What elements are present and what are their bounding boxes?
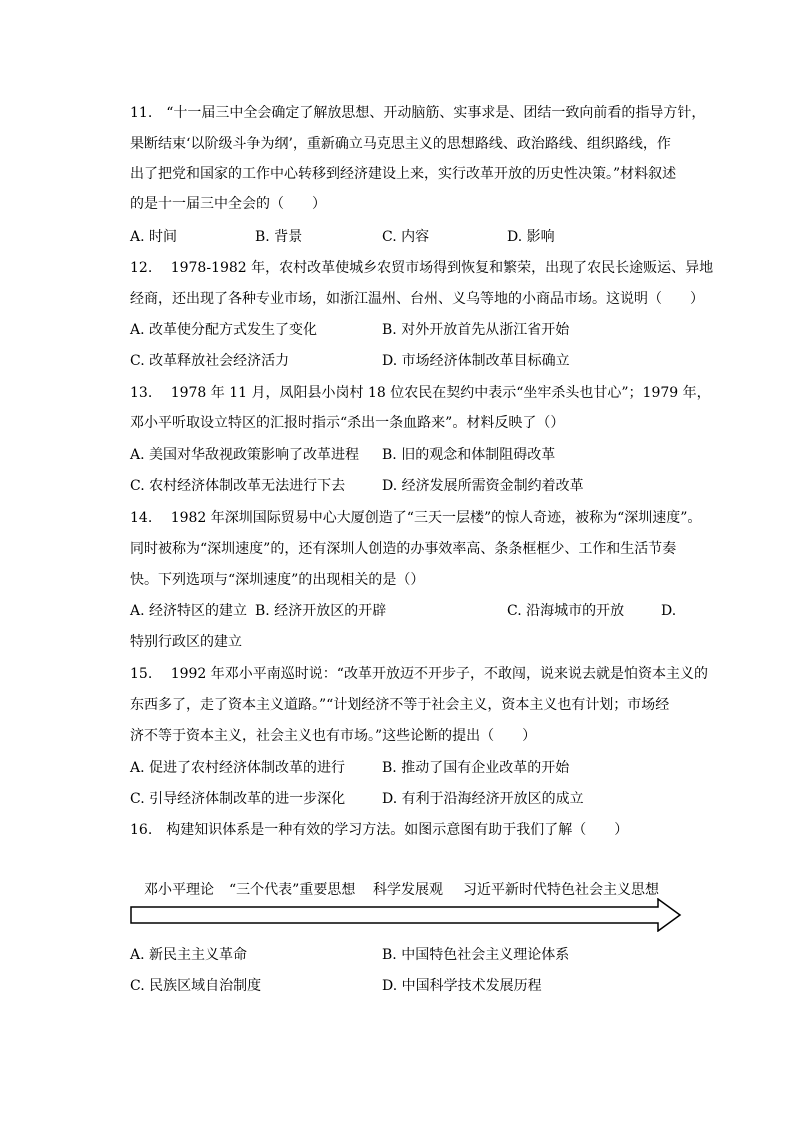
q15-option-c: C. 引导经济体制改革的进一步深化	[130, 791, 346, 807]
q12-line-2: 经商，还出现了各种专业市场，如浙江温州、台州、义乌等地的小商品市场。这说明（ ）	[130, 291, 704, 307]
flow-label-scientific-development: 科学发展观	[373, 882, 443, 898]
q14-line-1: 14. 1982 年深圳国际贸易中心大厦创造了“三天一层楼”的惊人奇迹，被称为“深圳速度”。	[130, 510, 702, 526]
flow-label-three-represents: “三个代表”重要思想	[229, 882, 356, 898]
q16-line-1: 16. 构建知识体系是一种有效的学习方法。如图示意图有助于我们了解（ ）	[130, 822, 629, 838]
q11-line-2: 果断结束‘以阶级斗争为纲’，重新确立马克思主义的思想路线、政治路线、组织路线，作	[130, 136, 671, 152]
q12-line-1: 12. 1978-1982 年，农村改革使城乡农贸市场得到恢复和繁荣，出现了农民长途贩运、异地	[130, 260, 714, 276]
q13-line-2: 邓小平听取设立特区的汇报时指示“杀出一条血路来”。材料反映了（）	[130, 415, 565, 431]
q15-line-3: 济不等于资本主义，社会主义也有市场。”这些论断的提出（ ）	[130, 728, 537, 744]
q15-option-d: D. 有利于沿海经济开放区的成立	[382, 791, 584, 807]
q11-option-b: B. 背景	[255, 229, 303, 245]
q14-option-c: C. 沿海城市的开放	[507, 603, 625, 619]
timeline-arrow	[130, 898, 682, 932]
q14-option-a: A. 经济特区的建立	[130, 603, 248, 619]
q15-option-a: A. 促进了农村经济体制改革的进行	[130, 760, 346, 776]
q11-option-d: D. 影响	[507, 229, 555, 245]
q11-line-3: 出了把党和国家的工作中心转移到经济建设上来，实行改革开放的历史性决策。”材料叙述	[130, 166, 677, 182]
q15-line-1: 15. 1992 年邓小平南巡时说：“改革开放迈不开步子，不敢闯，说来说去就是怕资本主义的	[130, 666, 708, 682]
q16-option-c: C. 民族区域自治制度	[130, 978, 262, 994]
q14-option-d: D.	[661, 603, 677, 619]
q12-option-b: B. 对外开放首先从浙江省开始	[382, 322, 570, 338]
q13-option-a: A. 美国对华敌视政策影响了改革进程	[130, 447, 360, 463]
q11-line-4: 的是十一届三中全会的（ ）	[130, 196, 326, 212]
q14-line-2: 同时被称为“深圳速度”的，还有深圳人创造的办事效率高、条条框框少、工作和生活节奏	[130, 541, 677, 557]
flow-label-xi-thought: 习近平新时代特色社会主义思想	[463, 882, 659, 898]
q12-option-c: C. 改革释放社会经济活力	[130, 353, 290, 369]
q13-option-c: C. 农村经济体制改革无法进行下去	[130, 478, 346, 494]
q11-option-a: A. 时间	[130, 229, 178, 245]
q15-line-2: 东西多了，走了资本主义道路。”“计划经济不等于社会主义，资本主义也有计划；市场经	[130, 697, 670, 713]
q16-option-a: A. 新民主主义革命	[130, 947, 248, 963]
q13-line-1: 13. 1978 年 11 月，凤阳县小岗村 18 位农民在契约中表示“坐牢杀头也甘心”；1979 年，	[130, 385, 711, 401]
q13-option-b: B. 旧的观念和体制阻碍改革	[382, 447, 556, 463]
q12-option-d: D. 市场经济体制改革目标确立	[382, 353, 570, 369]
q11-line-1: 11. “十一届三中全会确定了解放思想、开动脑筋、实事求是、团结一致向前看的指导方针，	[130, 105, 706, 121]
flow-label-deng-theory: 邓小平理论	[144, 882, 214, 898]
q11-option-c: C. 内容	[382, 229, 430, 245]
q15-option-b: B. 推动了国有企业改革的开始	[382, 760, 570, 776]
q12-option-a: A. 改革使分配方式发生了变化	[130, 322, 318, 338]
q14-line-3: 快。下列选项与“深圳速度”的出现相关的是（）	[130, 572, 425, 588]
q16-option-d: D. 中国科学技术发展历程	[382, 978, 542, 994]
q14-option-b: B. 经济开放区的开辟	[255, 603, 387, 619]
q13-option-d: D. 经济发展所需资金制约着改革	[382, 478, 584, 494]
q16-option-b: B. 中国特色社会主义理论体系	[382, 947, 570, 963]
q14-option-d-text: 特别行政区的建立	[130, 634, 242, 650]
